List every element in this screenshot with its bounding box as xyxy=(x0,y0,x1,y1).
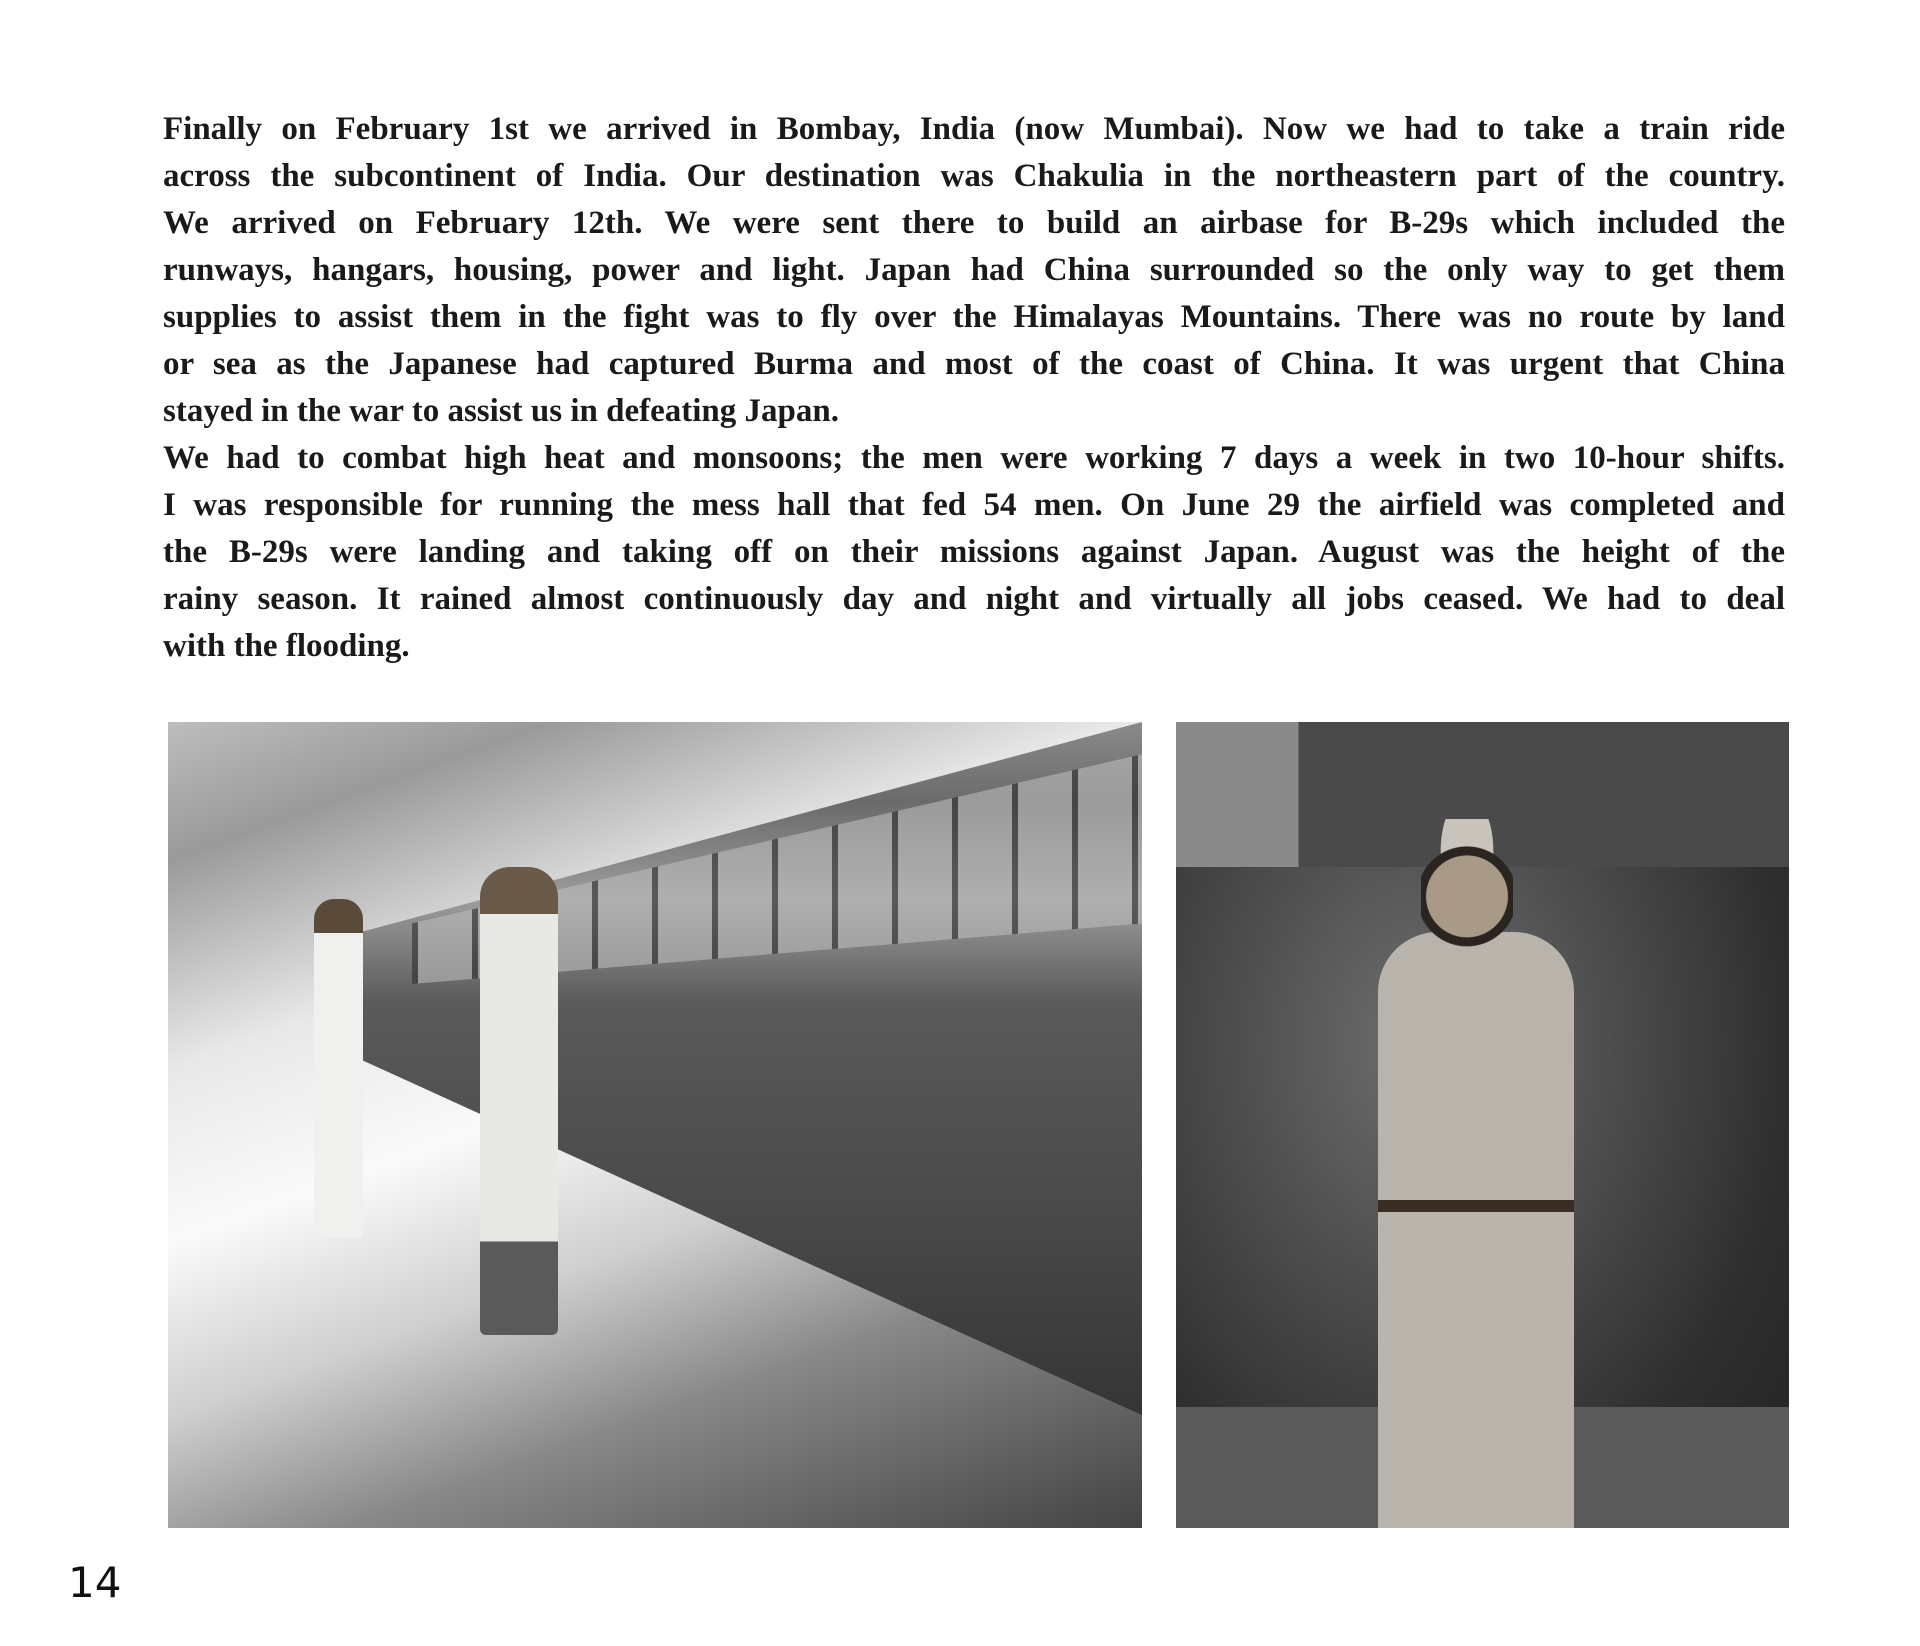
body-text xyxy=(163,106,1785,670)
text-line: rainy season. It rained almost continuously day and night and virtually all jobs ceased. We had to deal xyxy=(163,581,1785,617)
train-photo xyxy=(168,722,1142,1528)
passenger-figure xyxy=(314,899,363,1238)
text-line: or sea as the Japanese had captured Burma and most of the coast of China. It was urgent that China xyxy=(163,346,1785,382)
soldier-portrait-photo xyxy=(1176,722,1789,1528)
text-line: the B-29s were landing and taking off on their missions against Japan. August was the height of the xyxy=(163,534,1785,570)
text-line: I was responsible for running the mess hall that fed 54 men. On June 29 the airfield was completed and xyxy=(163,487,1785,523)
text-line: across the subcontinent of India. Our destination was Chakulia in the northeastern part of the country. xyxy=(163,158,1785,194)
text-line: stayed in the war to assist us in defeating Japan. xyxy=(163,393,839,429)
soldier-figure xyxy=(1378,932,1574,1528)
text-line: We arrived on February 12th. We were sent there to build an airbase for B-29s which included the xyxy=(163,205,1785,241)
text-line: We had to combat high heat and monsoons; the men were working 7 days a week in two 10-hour shifts. xyxy=(163,440,1785,476)
soldier-head xyxy=(1421,819,1513,948)
page-number: 14 xyxy=(68,1558,122,1607)
text-line: supplies to assist them in the fight was to fly over the Himalayas Mountains. There was no route by land xyxy=(163,299,1785,335)
text-line: Finally on February 1st we arrived in Bombay, India (now Mumbai). Now we had to take a train ride xyxy=(163,111,1785,147)
text-line: runways, hangars, housing, power and light. Japan had China surrounded so the only way to get them xyxy=(163,252,1785,288)
passenger-figure xyxy=(480,867,558,1334)
text-line: with the flooding. xyxy=(163,628,410,664)
